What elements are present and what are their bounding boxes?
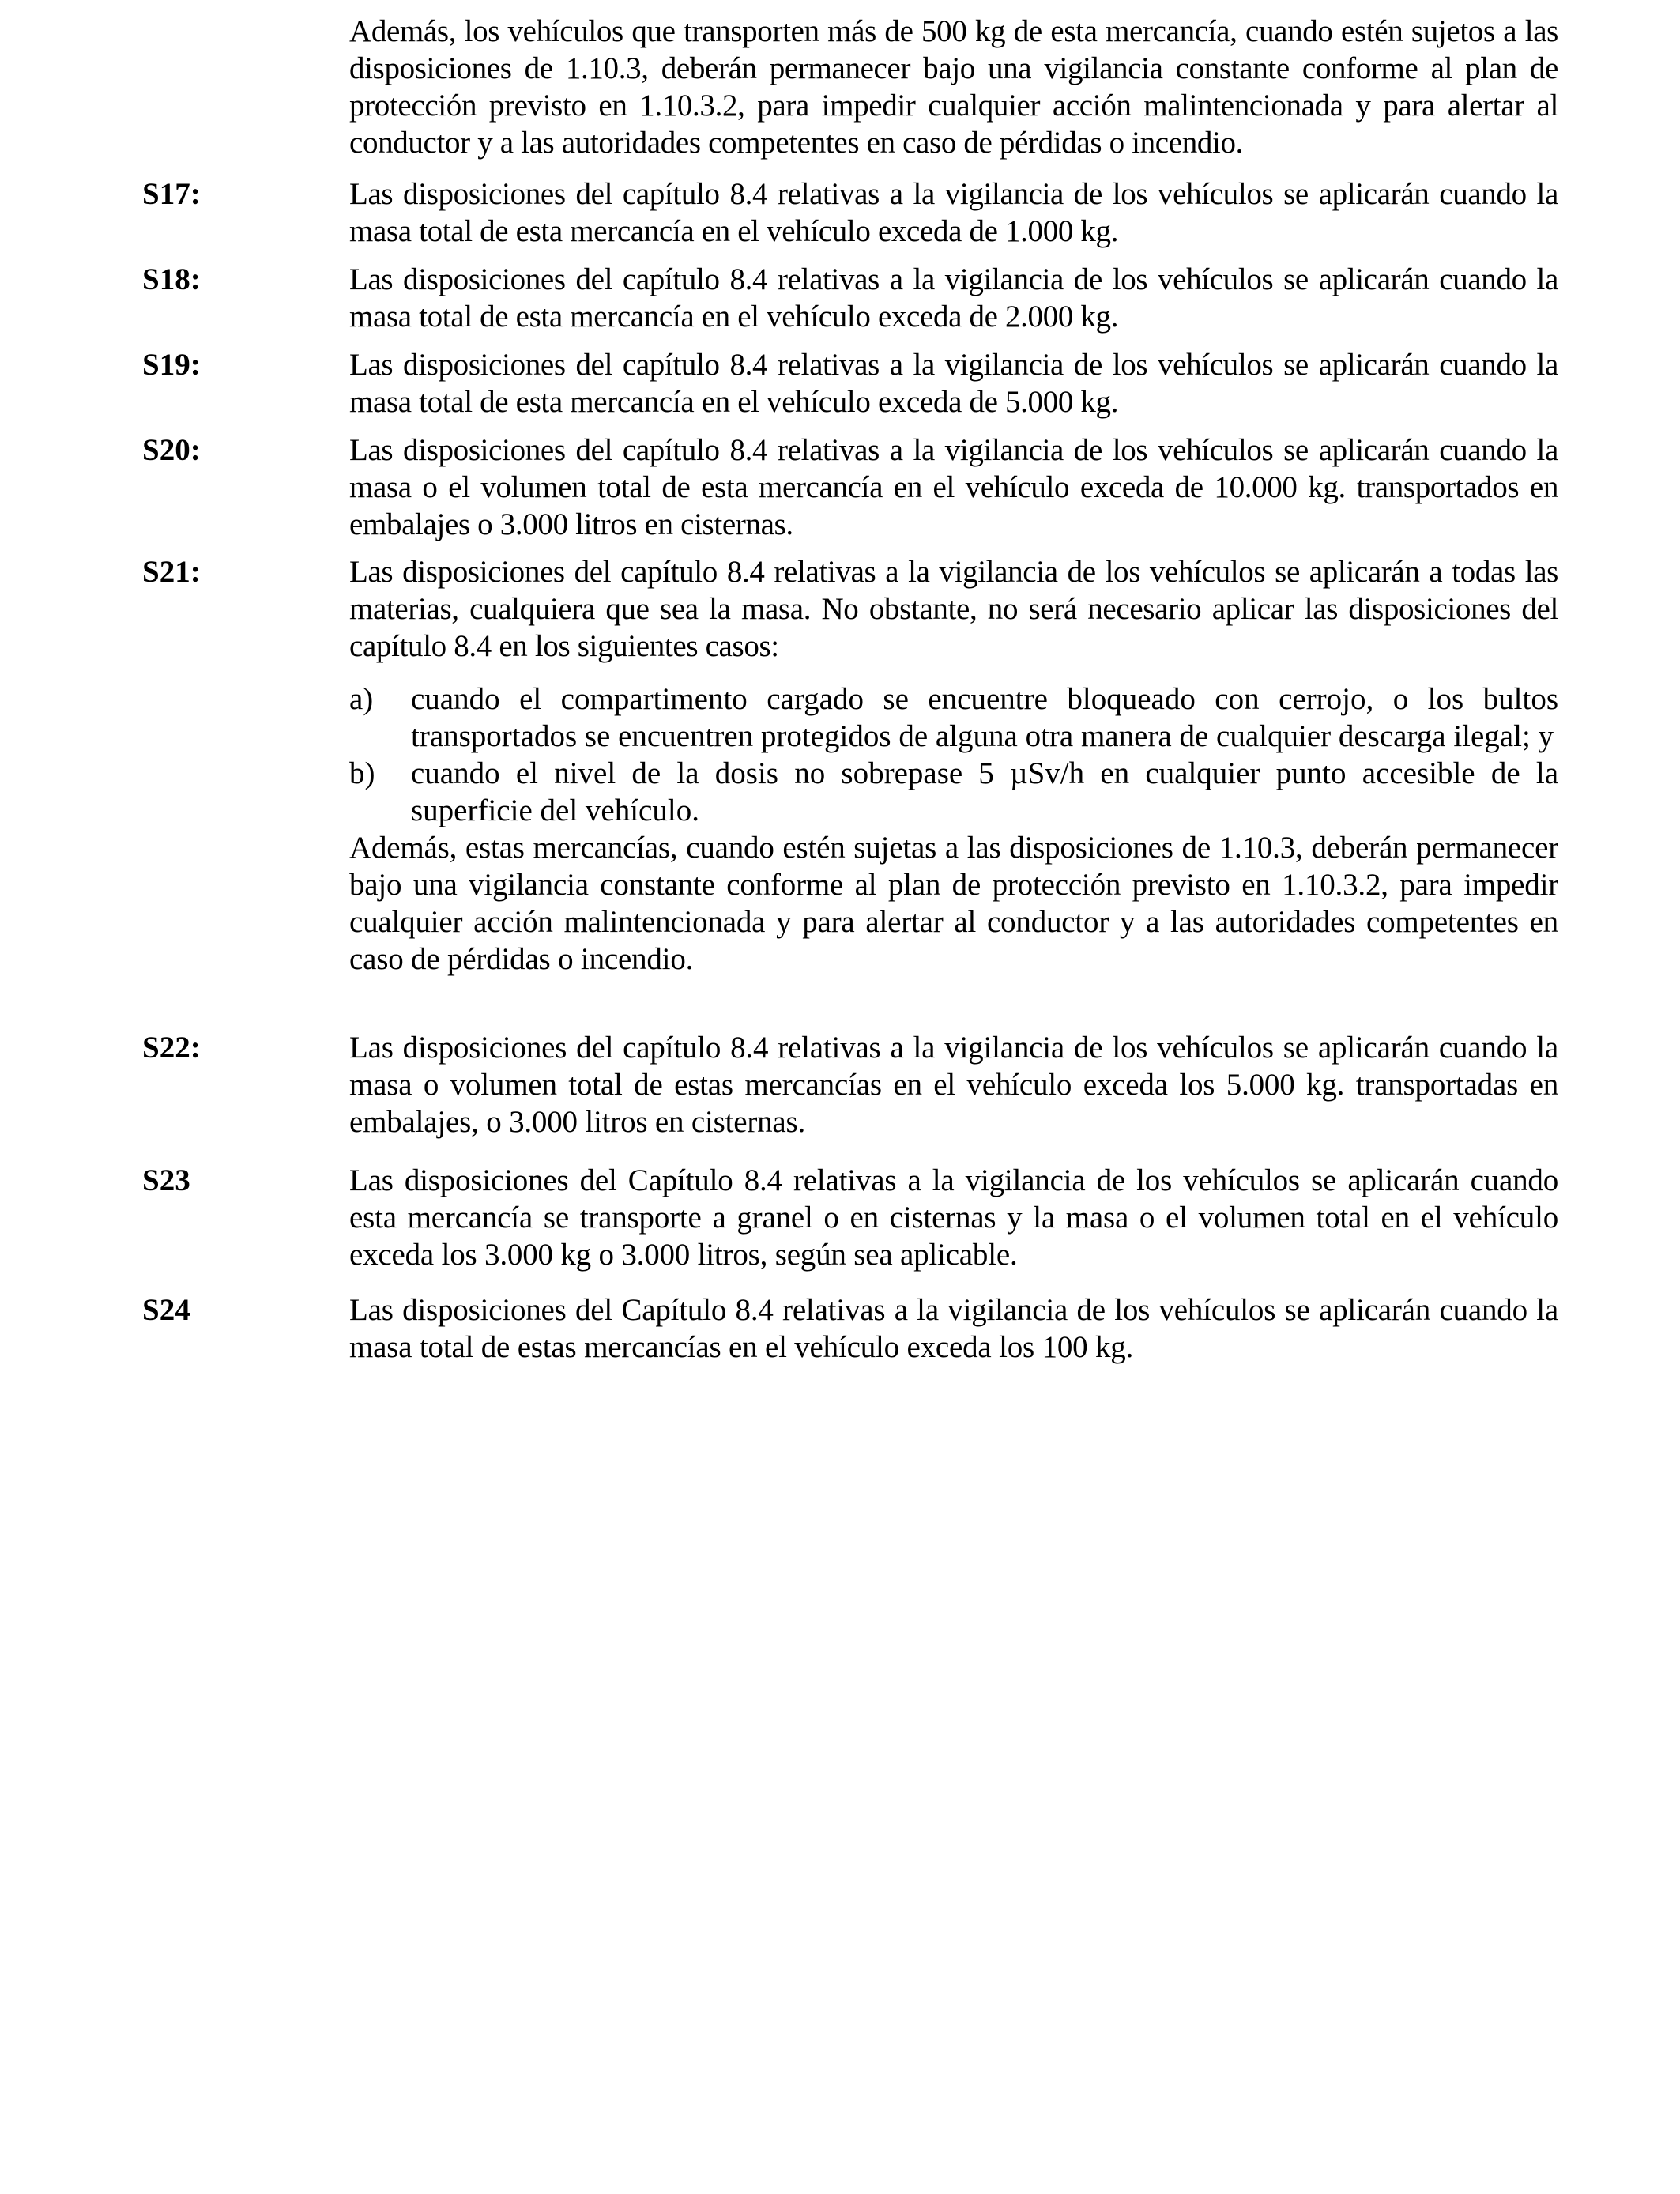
provision-code: S18: (142, 262, 201, 296)
provision-text: Las disposiciones del Capítulo 8.4 relativas a la vigilancia de los vehículos se aplicarán cuando esta mercancía se transporte a granel o en cisternas y la masa o el volumen total en el vehículo exceda los 3.000 kg o 3.000 litros, según sea aplicable. (349, 1163, 1558, 1272)
intro-body (349, 13, 1558, 161)
provision-body (349, 1029, 1558, 1140)
list-item (349, 680, 1558, 755)
provision-text: Las disposiciones del capítulo 8.4 relativas a la vigilancia de los vehículos se aplicarán cuando la masa total de esta mercancía en el vehículo exceda de 2.000 kg. (349, 262, 1558, 334)
list-item-text: cuando el compartimento cargado se encuentre bloqueado con cerrojo, o los bultos transportados se encuentren protegidos de alguna otra manera de cualquier descarga ilegal; y (411, 682, 1558, 753)
list-marker: a) (349, 682, 374, 716)
provision-body (349, 1162, 1558, 1273)
provision-code: S23 (142, 1163, 190, 1197)
provision-text: Las disposiciones del capítulo 8.4 relativas a la vigilancia de los vehículos se aplicarán cuando la masa o el volumen total de esta mercancía en el vehículo exceda de 10.000 kg. transportados en embalajes o 3.000 litros en cisternas. (349, 433, 1558, 541)
provision-text: Las disposiciones del capítulo 8.4 relativas a la vigilancia de los vehículos se aplicarán cuando la masa total de esta mercancía en el vehículo exceda de 1.000 kg. (349, 177, 1558, 248)
provision-body (349, 261, 1558, 335)
provision-body (349, 432, 1558, 543)
provision-text: Las disposiciones del capítulo 8.4 relativas a la vigilancia de los vehículos se aplicarán a todas las materias, cualquiera que sea la masa. No obstante, no será necesario aplicar las disposiciones del capítulo 8.4 en los siguientes casos: (349, 555, 1558, 663)
provision-text: Las disposiciones del capítulo 8.4 relativas a la vigilancia de los vehículos se aplicarán cuando la masa total de esta mercancía en el vehículo exceda de 5.000 kg. (349, 348, 1558, 419)
provision-code: S19: (142, 348, 201, 382)
list-marker: b) (349, 756, 375, 790)
provision-text: Las disposiciones del Capítulo 8.4 relativas a la vigilancia de los vehículos se aplicarán cuando la masa total de estas mercancías en el vehículo exceda los 100 kg. (349, 1293, 1558, 1364)
provision-body (349, 346, 1558, 420)
provision-code: S22: (142, 1031, 201, 1065)
list-item (349, 755, 1558, 829)
provision-body (349, 1291, 1558, 1366)
list-item-text: cuando el nivel de la dosis no sobrepase 5 µSv/h en cualquier punto accesible de la superficie del vehículo. (411, 756, 1558, 827)
provision-code: S20: (142, 433, 201, 467)
provision-code: S17: (142, 177, 201, 211)
provision-text: Las disposiciones del capítulo 8.4 relativas a la vigilancia de los vehículos se aplicarán cuando la masa o volumen total de estas mercancías en el vehículo exceda los 5.000 kg. transportadas en embalajes, o 3.000 litros en cisternas. (349, 1031, 1558, 1139)
closing-paragraph: Además, estas mercancías, cuando estén sujetas a las disposiciones de 1.10.3, deberán permanecer bajo una vigilancia constante conforme al plan de protección previsto en 1.10.3.2, para impedir cualquier acción malintencionada y para alertar al conductor y a las autoridades competentes en caso de pérdidas o incendio. (349, 831, 1558, 976)
provision-code: S24 (142, 1293, 190, 1327)
provision-code: S21: (142, 555, 201, 589)
intro-paragraph: Además, los vehículos que transporten más de 500 kg de esta mercancía, cuando estén sujetos a las disposiciones de 1.10.3, deberán permanecer bajo una vigilancia constante conforme al plan de protección previsto en 1.10.3.2, para impedir cualquier acción malintencionada y para alertar al conductor y a las autoridades competentes en caso de pérdidas o incendio. (349, 14, 1558, 160)
provision-body (349, 175, 1558, 250)
provision-body (349, 553, 1558, 978)
